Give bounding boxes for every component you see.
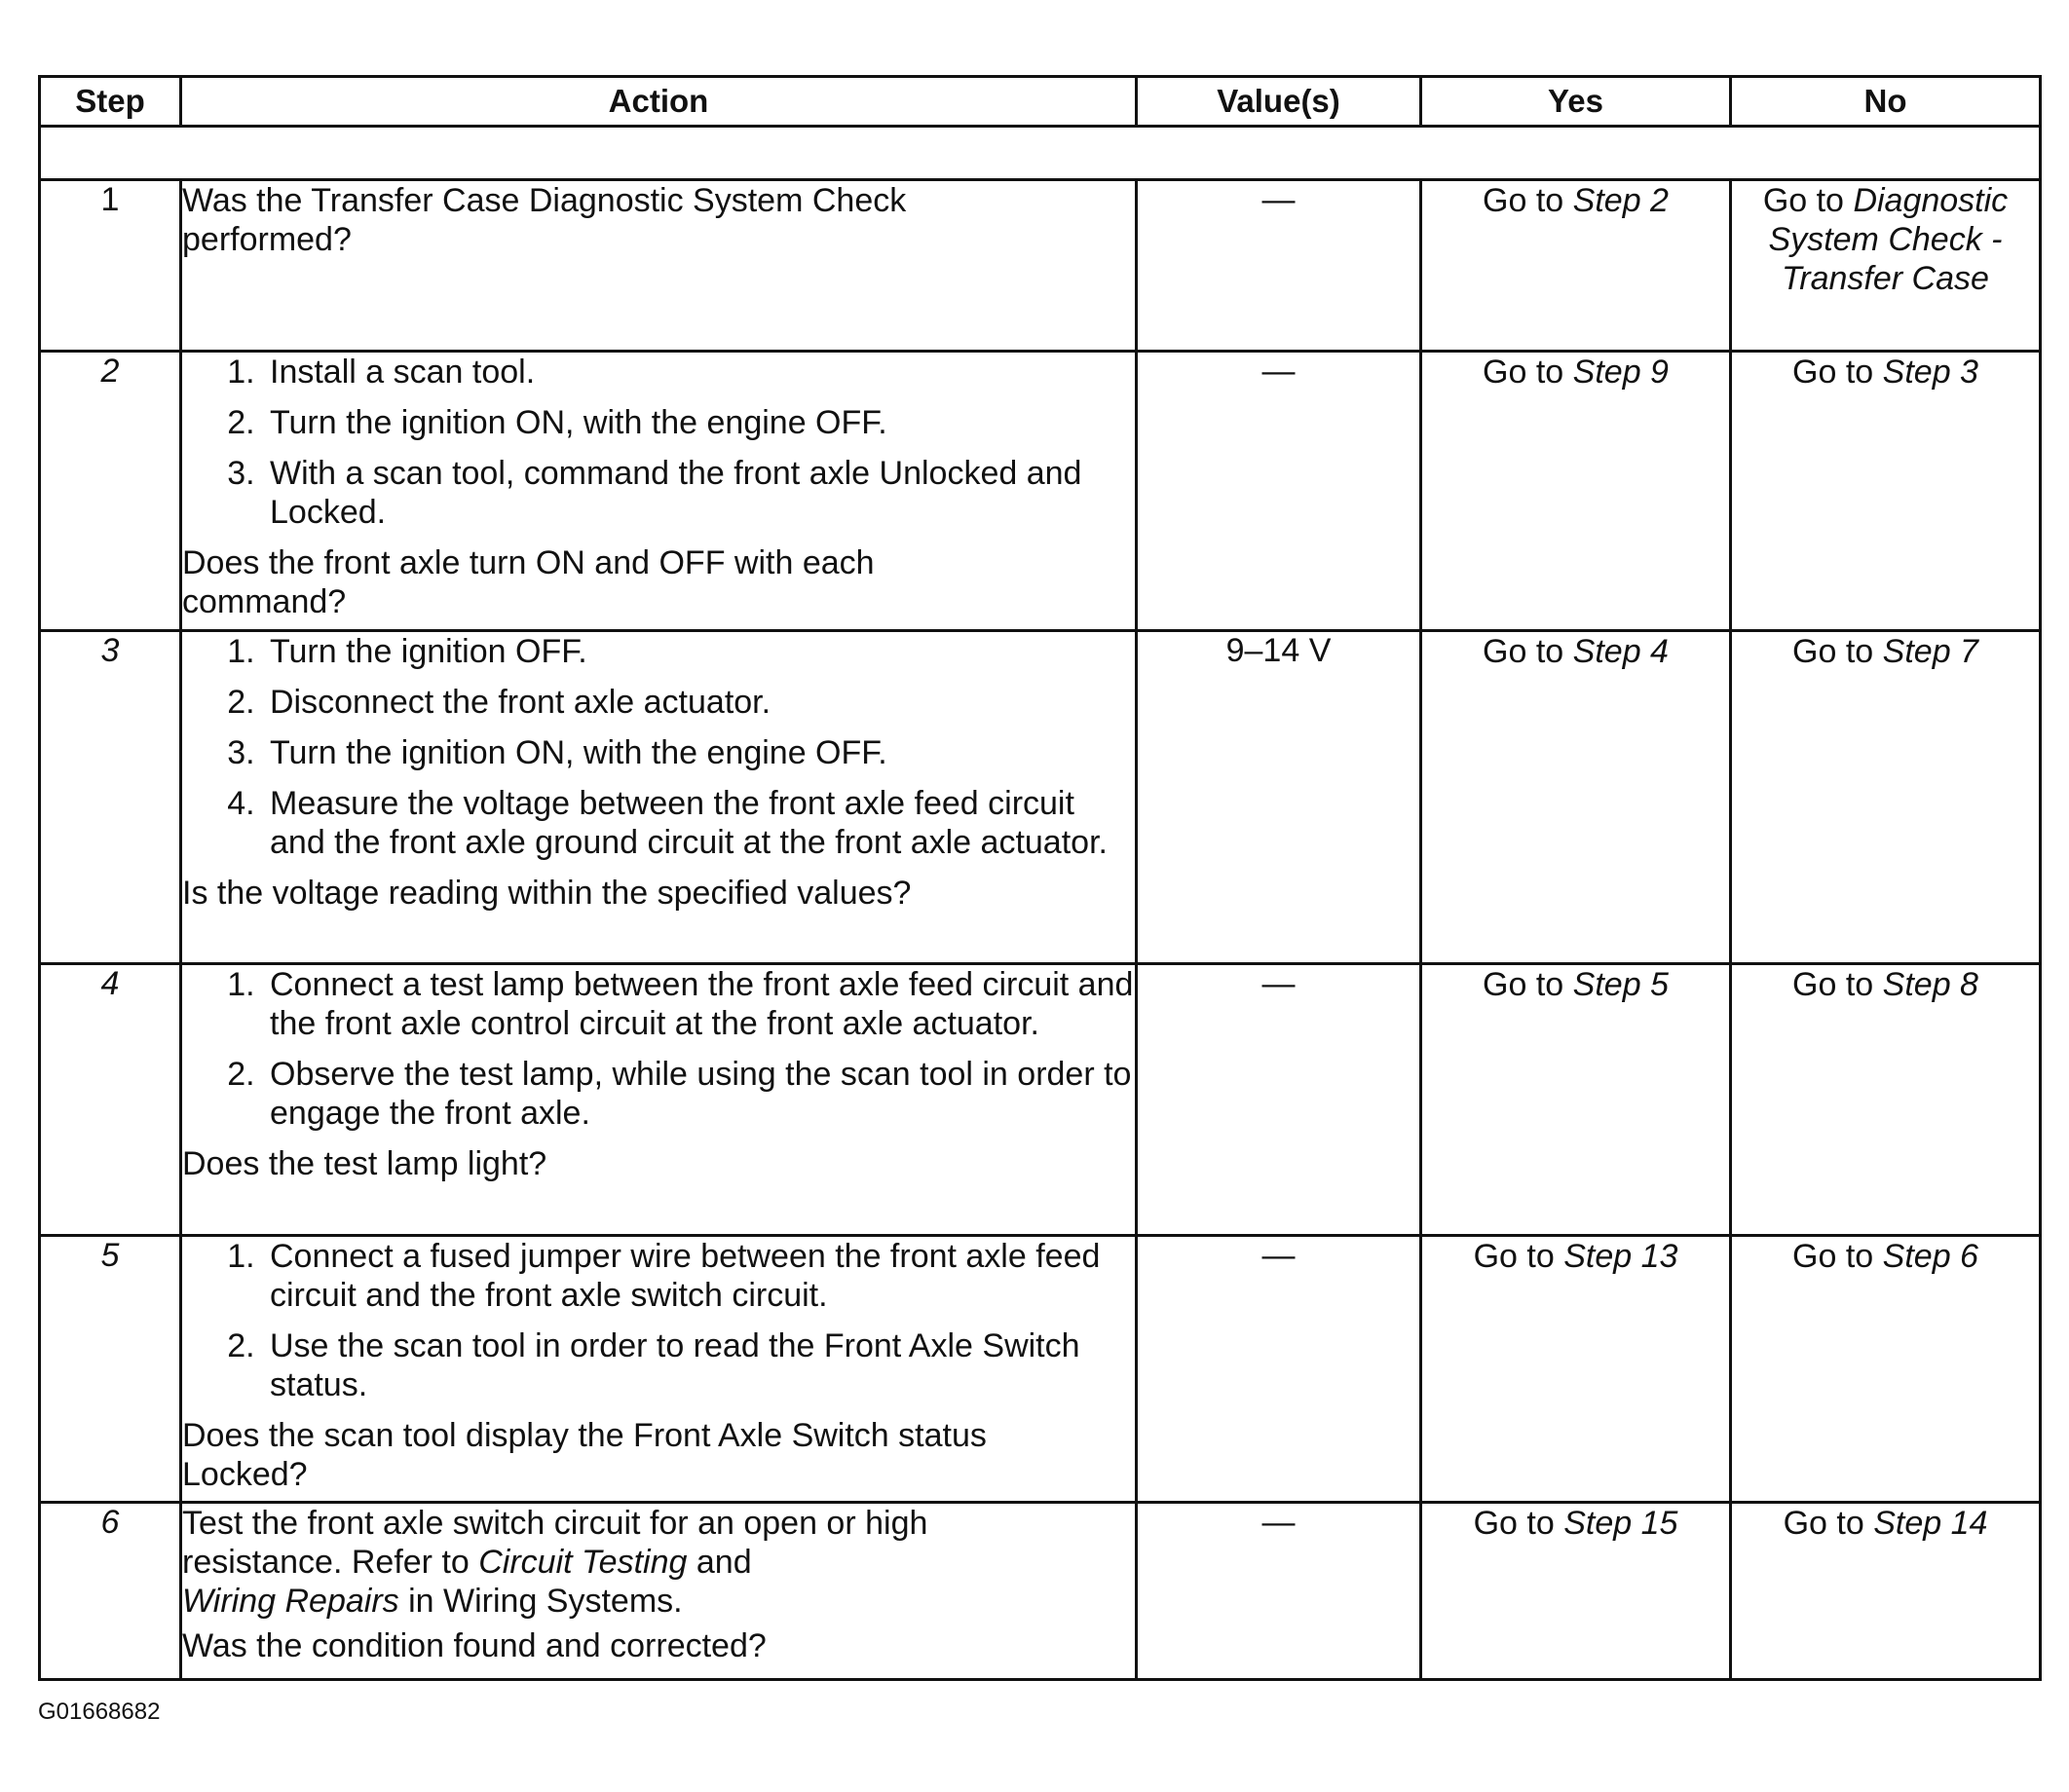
yes-link[interactable]: Step 2 [1572,182,1669,219]
action-question: Does the front axle turn ON and OFF with each command? [182,544,875,620]
no-cell [1731,352,2041,631]
header-values: Value(s) [1137,77,1421,127]
action-question: Does the scan tool display the Front Axle Switch status Locked? [182,1417,987,1493]
action-step: 1. Connect a fused jumper wire between the front axle feed circuit and the front axle switch circuit. [264,1237,1135,1315]
header-row [40,77,2041,127]
no-prefix: Go to [1792,633,1874,670]
yes-link[interactable]: Step 15 [1563,1505,1678,1542]
action-step: 1. Install a scan tool. [264,353,1135,392]
action-cell [181,964,1137,1236]
yes-cell [1421,964,1731,1236]
value-cell: — [1137,1503,1421,1680]
value-cell: — [1137,180,1421,352]
action-cell [181,1503,1137,1680]
no-cell [1731,1236,2041,1503]
value-cell: — [1137,352,1421,631]
action-question: Does the test lamp light? [182,1145,547,1182]
circuit-testing-link[interactable]: Circuit Testing [478,1544,688,1581]
action-step: 4. Measure the voltage between the front axle feed circuit and the front axle ground circuit at the front axle actuator. [264,784,1135,862]
yes-link[interactable]: Step 13 [1563,1238,1678,1275]
action-text: Was the Transfer Case Diagnostic System Check performed? [182,182,907,258]
action-cell [181,631,1137,964]
value-cell: — [1137,964,1421,1236]
no-cell [1731,964,2041,1236]
yes-prefix: Go to [1483,182,1564,219]
action-step: 2. Observe the test lamp, while using the scan tool in order to engage the front axle. [264,1055,1135,1133]
action-text-part: Test the front axle switch circuit for an open or high resistance. Refer to [182,1505,928,1581]
action-step: 1. Turn the ignition OFF. [264,632,1135,671]
step-number: 1 [40,180,181,352]
action-steps [182,965,1135,1133]
yes-link[interactable]: Step 5 [1572,966,1669,1003]
no-link[interactable]: Step 6 [1882,1238,1978,1275]
no-prefix: Go to [1792,966,1874,1003]
yes-prefix: Go to [1483,633,1564,670]
action-steps [182,1237,1135,1404]
table-row [40,1236,2041,1503]
yes-cell [1421,180,1731,352]
step-number: 2 [40,352,181,631]
no-link[interactable]: Step 7 [1882,633,1978,670]
figure-code: G01668682 [38,1699,161,1725]
action-question: Was the condition found and corrected? [182,1627,767,1664]
no-link[interactable]: Step 8 [1882,966,1978,1003]
value-cell: 9–14 V [1137,631,1421,964]
action-text-part: in Wiring Systems. [408,1583,683,1620]
no-link[interactable]: Step 3 [1882,354,1978,391]
no-prefix: Go to [1762,182,1844,219]
header-action: Action [181,77,1137,127]
step-number: 3 [40,631,181,964]
header-no: No [1731,77,2041,127]
yes-prefix: Go to [1473,1238,1555,1275]
action-step: 1. Connect a test lamp between the front axle feed circuit and the front axle control circuit at the front axle actuator. [264,965,1135,1043]
action-question: Is the voltage reading within the specified values? [182,875,912,912]
no-prefix: Go to [1783,1505,1864,1542]
yes-prefix: Go to [1483,966,1564,1003]
yes-link[interactable]: Step 4 [1572,633,1669,670]
no-prefix: Go to [1792,354,1874,391]
action-steps [182,353,1135,532]
yes-cell [1421,631,1731,964]
action-cell [181,352,1137,631]
action-step: 2. Disconnect the front axle actuator. [264,683,1135,722]
action-step: 2. Turn the ignition ON, with the engine OFF. [264,403,1135,442]
action-text-part: and [696,1544,752,1581]
no-prefix: Go to [1792,1238,1874,1275]
table-row [40,964,2041,1236]
yes-cell [1421,1236,1731,1503]
table-row [40,631,2041,964]
yes-cell [1421,1503,1731,1680]
no-cell [1731,1503,2041,1680]
table-row [40,352,2041,631]
action-steps [182,632,1135,862]
step-number: 6 [40,1503,181,1680]
yes-prefix: Go to [1473,1505,1555,1542]
table-row [40,1503,2041,1680]
no-link[interactable]: Step 14 [1873,1505,1988,1542]
header-yes: Yes [1421,77,1731,127]
no-cell [1731,631,2041,964]
yes-cell [1421,352,1731,631]
no-link[interactable]: Diagnostic System Check - Transfer Case [1768,182,2009,297]
diagnostic-table [38,75,2042,1681]
value-cell: — [1137,1236,1421,1503]
yes-prefix: Go to [1483,354,1564,391]
table-row [40,180,2041,352]
no-cell [1731,180,2041,352]
action-cell [181,1236,1137,1503]
action-step: 2. Use the scan tool in order to read the Front Axle Switch status. [264,1326,1135,1404]
step-number: 4 [40,964,181,1236]
action-step: 3. Turn the ignition ON, with the engine OFF. [264,733,1135,772]
step-number: 5 [40,1236,181,1503]
action-step: 3. With a scan tool, command the front axle Unlocked and Locked. [264,454,1135,532]
header-step: Step [40,77,181,127]
action-cell [181,180,1137,352]
spacer-row [40,127,2041,180]
action-text [182,1504,991,1621]
spacer-cell [40,127,2041,180]
wiring-repairs-link[interactable]: Wiring Repairs [182,1583,399,1620]
yes-link[interactable]: Step 9 [1572,354,1669,391]
